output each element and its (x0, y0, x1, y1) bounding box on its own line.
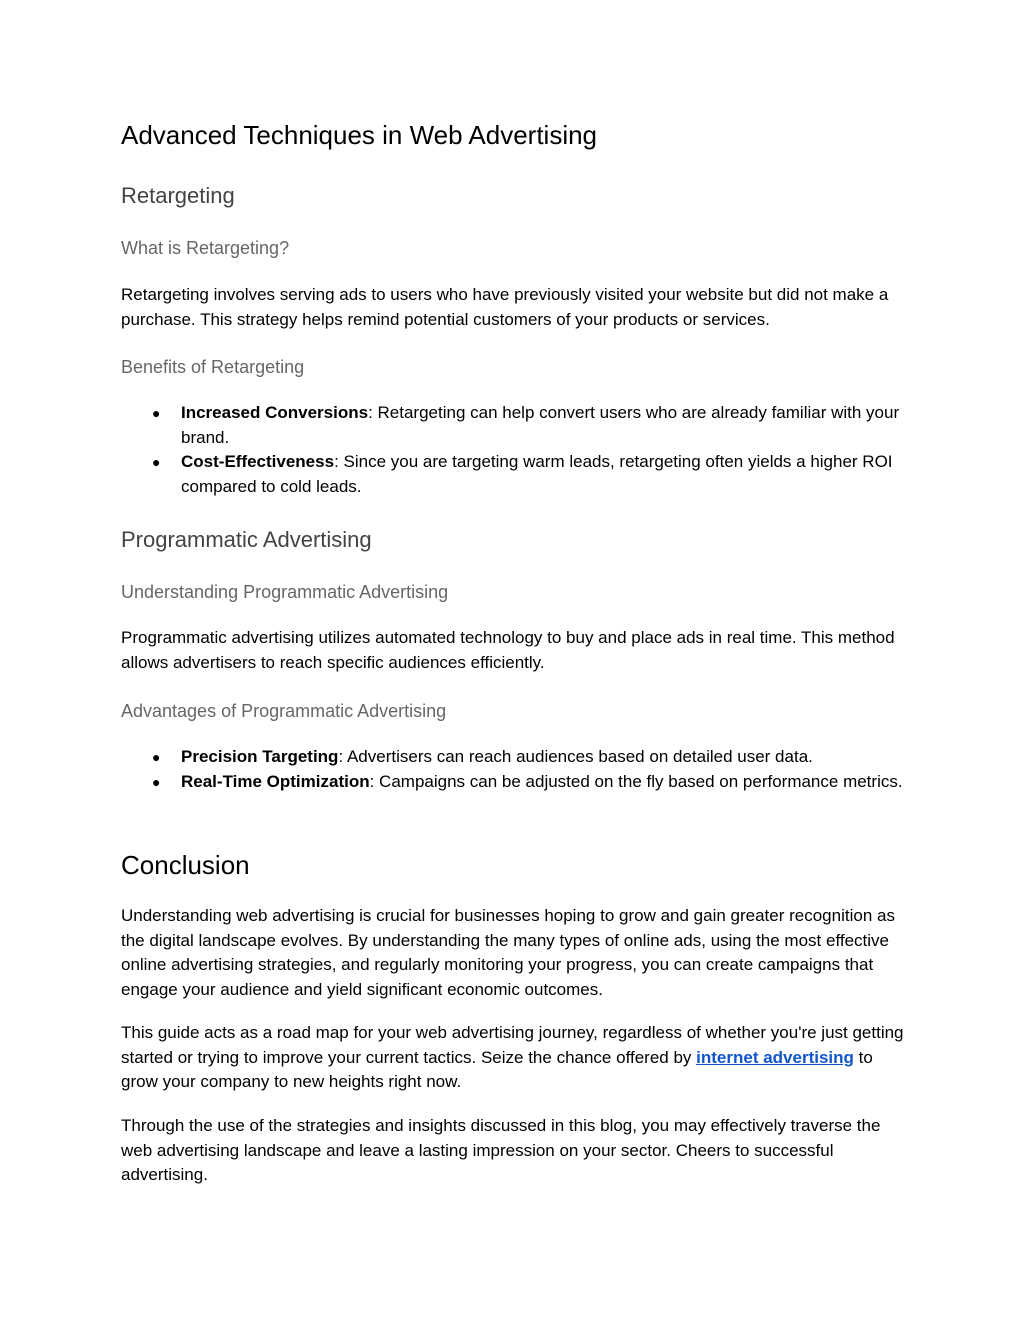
internet-advertising-link[interactable]: internet advertising (696, 1047, 854, 1067)
benefit-term: Increased Conversions (181, 403, 369, 422)
list-item (121, 770, 911, 795)
benefit-term: Cost-Effectiveness (181, 452, 335, 471)
what-is-retargeting-heading: What is Retargeting? (121, 238, 290, 258)
bullet-icon: ● (152, 749, 161, 765)
benefits-of-retargeting-heading: Benefits of Retargeting (121, 357, 305, 377)
advantage-desc: : Advertisers can reach audiences based on detailed user data. (338, 747, 813, 766)
advantages-programmatic-heading: Advantages of Programmatic Advertising (121, 701, 447, 721)
advantage-term: Precision Targeting (181, 747, 339, 766)
conclusion-paragraph-2-before: This guide acts as a road map for your web advertising journey, regardless of whether you're just getting started or trying to improve your current tactics. Seize the chance offered by (121, 1023, 904, 1067)
list-item (121, 745, 911, 770)
benefit-desc: : Since you are targeting warm leads, retargeting often yields a higher ROI compared to cold leads. (181, 452, 893, 496)
conclusion-paragraph-2 (121, 1021, 911, 1095)
advantage-term: Real-Time Optimization (181, 771, 370, 791)
retargeting-heading: Retargeting (121, 183, 235, 208)
understanding-programmatic-text: Programmatic advertising utilizes automated technology to buy and place ads in real time. This method allows advertisers to reach specific audiences efficiently. (121, 628, 895, 672)
programmatic-heading: Programmatic Advertising (121, 527, 372, 552)
list-item (121, 450, 911, 499)
conclusion-paragraph-1: Understanding web advertising is crucial for businesses hoping to grow and gain greater recognition as the digital landscape evolves. By understanding the many types of online ads, using the most effective online advertising strategies, and regularly monitoring your progress, you can create campaigns that engage your audience and yield significant economic outcomes. (121, 906, 895, 999)
benefits-list (121, 401, 911, 499)
list-item (121, 401, 911, 450)
advantages-list (121, 745, 911, 794)
bullet-icon: ● (152, 773, 161, 790)
benefit-desc: : Retargeting can help convert users who are already familiar with your brand. (181, 403, 900, 447)
bullet-icon: ● (152, 405, 161, 421)
advantage-desc: : Campaigns can be adjusted on the fly based on performance metrics. (369, 771, 903, 791)
bullet-icon: ● (152, 454, 161, 470)
conclusion-paragraph-2-after: to grow your company to new heights right now. (121, 1047, 873, 1091)
conclusion-paragraph-3: Through the use of the strategies and insights discussed in this blog, you may effectively traverse the web advertising landscape and leave a lasting impression on your sector. Cheers to successful advertising. (121, 1116, 881, 1184)
understanding-programmatic-heading: Understanding Programmatic Advertising (121, 582, 449, 602)
what-is-retargeting-text: Retargeting involves serving ads to users who have previously visited your website but did not make a purchase. This strategy helps remind potential customers of your products or services. (121, 285, 889, 329)
document-title: Advanced Techniques in Web Advertising (121, 120, 598, 150)
conclusion-heading: Conclusion (121, 850, 250, 880)
